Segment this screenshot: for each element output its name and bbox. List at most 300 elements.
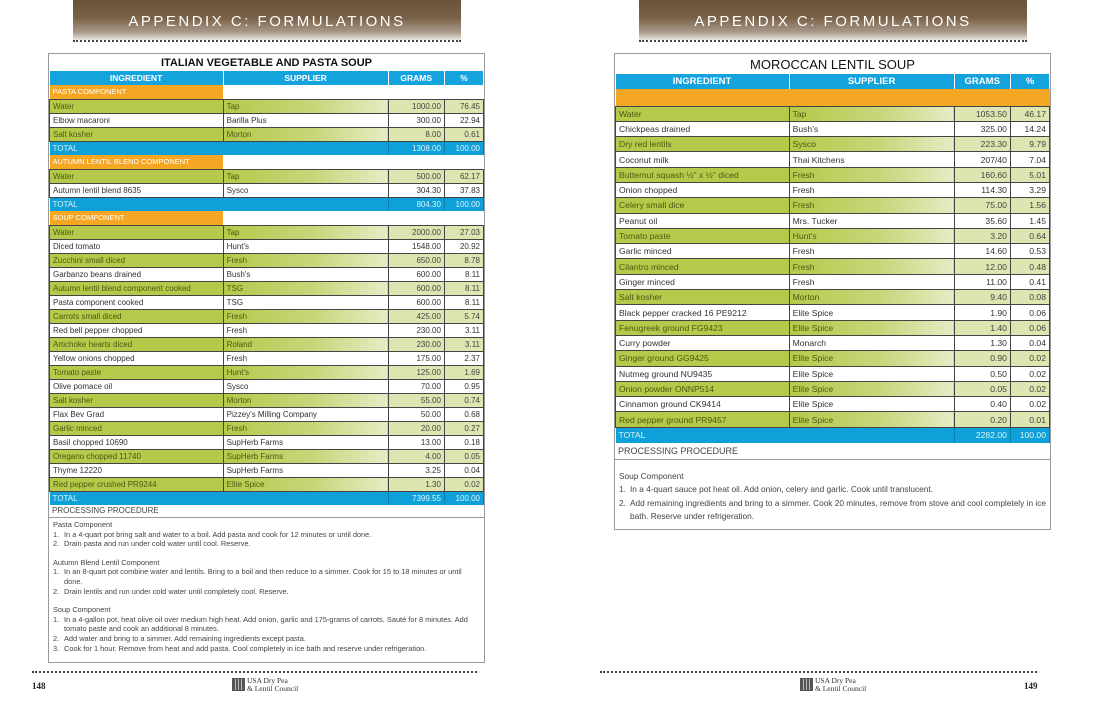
percent-cell: 0.48 (1010, 259, 1049, 274)
table-row (616, 152, 1050, 167)
table-row (616, 290, 1050, 305)
page-number: 149 (1024, 681, 1038, 691)
supplier-cell: Fresh (223, 323, 388, 337)
page-number: 148 (32, 681, 46, 691)
supplier-cell: SupHerb Farms (223, 449, 388, 463)
procedure-heading: Pasta Component (53, 520, 113, 529)
table-row (50, 309, 484, 323)
grams-cell: 8.00 (388, 127, 444, 141)
supplier-cell: Elite Spice (789, 381, 954, 396)
procedure-step (53, 634, 480, 644)
percent-cell: 0.61 (444, 127, 483, 141)
percent-cell: 0.02 (1010, 381, 1049, 396)
step-number: 1. (53, 567, 60, 577)
column-header-supplier: SUPPLIER (223, 71, 388, 85)
table-row (50, 463, 484, 477)
table-row (616, 228, 1050, 243)
supplier-cell: Sysco (789, 137, 954, 152)
step-text: In a 4-gallon pot, heat olive oil over medium high heat. Add onion, garlic and 175-grams of carrots. Sauté for 8 minutes. Add tomato paste and cook an additional 8 minutes. (64, 614, 468, 634)
table-row (50, 323, 484, 337)
supplier-cell: Morton (789, 290, 954, 305)
percent-cell: 0.53 (1010, 244, 1049, 259)
ingredient-cell: Onion chopped (616, 182, 790, 197)
total-percent: 100.00 (1010, 427, 1049, 442)
procedure-body (615, 460, 1050, 535)
section-blank (223, 85, 483, 99)
supplier-cell: Elite Spice (789, 397, 954, 412)
percent-cell: 0.01 (1010, 412, 1049, 427)
appendix-banner: APPENDIX C: FORMULATIONS (73, 0, 461, 40)
supplier-cell: Hunt's (223, 239, 388, 253)
supplier-cell: Fresh (789, 259, 954, 274)
table-row (50, 127, 484, 141)
grams-cell: 223.30 (954, 137, 1010, 152)
grams-cell: 300.00 (388, 113, 444, 127)
council-logo (232, 677, 298, 692)
percent-cell: 8.11 (444, 281, 483, 295)
table-row (50, 393, 484, 407)
procedure-step (53, 644, 480, 654)
procedure-heading: Soup Component (619, 470, 684, 481)
step-number: 1. (53, 529, 60, 539)
dotted-divider (639, 40, 1027, 43)
total-percent: 100.00 (444, 491, 483, 505)
supplier-cell: Hunt's (789, 228, 954, 243)
grams-cell: 1.30 (388, 477, 444, 491)
grams-cell: 160.60 (954, 167, 1010, 182)
percent-cell: 0.64 (1010, 228, 1049, 243)
grams-cell: 2000.00 (388, 225, 444, 239)
step-text: Drain pasta and run under cold water until cool. Reserve. (64, 539, 251, 549)
council-logo (800, 677, 866, 692)
total-grams: 804.30 (388, 197, 444, 211)
supplier-cell: Fresh (789, 167, 954, 182)
table-row (616, 106, 1050, 121)
table-row (616, 167, 1050, 182)
ingredient-cell: Artichoke hearts diced (50, 337, 224, 351)
section-row (50, 155, 484, 169)
procedure-step (53, 539, 480, 549)
total-label: TOTAL (50, 197, 389, 211)
percent-cell: 8.11 (444, 295, 483, 309)
table-row (50, 225, 484, 239)
table-row (50, 253, 484, 267)
supplier-cell: Tap (789, 106, 954, 121)
step-text: Add remaining ingredients and bring to a simmer. Cook 20 minutes, remove from stove and cool completely in ice bath. Reserve under refrigeration. (630, 497, 1046, 522)
procedure-section (53, 520, 480, 549)
grams-cell: 0.05 (954, 381, 1010, 396)
supplier-cell: Pizzey's Milling Company (223, 407, 388, 421)
supplier-cell: Tap (223, 169, 388, 183)
council-logo-icon (232, 678, 245, 691)
percent-cell: 5.74 (444, 309, 483, 323)
supplier-cell: TSG (223, 281, 388, 295)
column-header-ingredient: INGREDIENT (50, 71, 224, 85)
logo-line-1: USA Dry Pea (247, 676, 288, 685)
ingredient-cell: Oregano chopped 11740 (50, 449, 224, 463)
supplier-cell: Hunt's (223, 365, 388, 379)
table-row (616, 198, 1050, 213)
footer-divider (32, 671, 477, 674)
supplier-cell: Fresh (789, 244, 954, 259)
supplier-cell: Elite Spice (789, 366, 954, 381)
grams-cell: 13.00 (388, 435, 444, 449)
percent-cell: 8.78 (444, 253, 483, 267)
percent-cell: 37.83 (444, 183, 483, 197)
table-row (50, 407, 484, 421)
supplier-cell: Bush's (223, 267, 388, 281)
table-row (50, 99, 484, 113)
procedure-title: PROCESSING PROCEDURE (49, 505, 484, 518)
ingredient-cell: Salt kosher (50, 393, 224, 407)
procedure-section (53, 605, 480, 653)
section-row (50, 85, 484, 99)
table-row (50, 337, 484, 351)
table-header-row (616, 74, 1050, 89)
procedure-heading: Autumn Blend Lentil Component (53, 557, 160, 567)
grams-cell: 14.60 (954, 244, 1010, 259)
percent-cell: 0.18 (444, 435, 483, 449)
supplier-cell: Elite Spice (789, 320, 954, 335)
section-label: AUTUMN LENTIL BLEND COMPONENT (50, 155, 224, 169)
recipe-title: ITALIAN VEGETABLE AND PASTA SOUP (160, 57, 373, 69)
grams-cell: 0.50 (954, 366, 1010, 381)
ingredient-cell: Autumn lentil blend component cooked (50, 281, 224, 295)
step-text: In an 8-quart pot combine water and lentils. Bring to a boil and then reduce to a simmer. Cook for 15 to 18 minutes or until done. (64, 567, 462, 586)
total-row (616, 427, 1050, 442)
column-header-grams: GRAMS (954, 74, 1010, 89)
percent-cell: 0.05 (444, 449, 483, 463)
grams-cell: 4.00 (388, 449, 444, 463)
ingredient-cell: Celery small dice (616, 198, 790, 213)
recipe-card-moroccan (614, 53, 1051, 530)
table-row (50, 365, 484, 379)
supplier-cell: Fresh (223, 253, 388, 267)
grams-cell: 9.40 (954, 290, 1010, 305)
column-header-supplier: SUPPLIER (789, 74, 954, 89)
logo-line-1: USA Dry Pea (815, 676, 856, 685)
table-row (616, 320, 1050, 335)
supplier-cell: Elite Spice (223, 477, 388, 491)
logo-line-2: & Lentil Council (815, 683, 867, 693)
section-label: PASTA COMPONENT (50, 85, 224, 99)
grams-cell: 1000.00 (388, 99, 444, 113)
total-row (50, 141, 484, 155)
procedure-section (53, 558, 480, 596)
grams-cell: 50.00 (388, 407, 444, 421)
table-row (616, 259, 1050, 274)
supplier-cell: Fresh (789, 198, 954, 213)
supplier-cell: Thai Kitchens (789, 152, 954, 167)
table-row (50, 421, 484, 435)
grams-cell: 175.00 (388, 351, 444, 365)
section-label: SOUP COMPONENT (50, 211, 224, 225)
supplier-cell: Fresh (789, 274, 954, 289)
grams-cell: 500.00 (388, 169, 444, 183)
percent-cell: 1.56 (1010, 198, 1049, 213)
total-label: TOTAL (616, 427, 955, 442)
grams-cell: 207/40 (954, 152, 1010, 167)
total-label: TOTAL (50, 141, 389, 155)
total-percent: 100.00 (444, 197, 483, 211)
grams-cell: 11.00 (954, 274, 1010, 289)
recipe-card-italian (48, 53, 485, 663)
table-row (616, 335, 1050, 350)
total-label: TOTAL (50, 491, 389, 505)
ingredient-cell: Red bell pepper chopped (50, 323, 224, 337)
step-number: 2. (619, 497, 626, 508)
total-grams: 1308.00 (388, 141, 444, 155)
percent-cell: 22.94 (444, 113, 483, 127)
total-percent: 100.00 (444, 141, 483, 155)
supplier-cell: TSG (223, 295, 388, 309)
grams-cell: 55.00 (388, 393, 444, 407)
supplier-cell: Bush's (789, 121, 954, 136)
grams-cell: 0.90 (954, 351, 1010, 366)
supplier-cell: SupHerb Farms (223, 463, 388, 477)
ingredient-table (615, 74, 1050, 443)
grams-cell: 425.00 (388, 309, 444, 323)
table-row (50, 183, 484, 197)
percent-cell: 0.68 (444, 407, 483, 421)
percent-cell: 0.74 (444, 393, 483, 407)
table-row (616, 182, 1050, 197)
ingredient-cell: Water (616, 106, 790, 121)
ingredient-cell: Elbow macaroni (50, 113, 224, 127)
step-number: 1. (619, 484, 626, 495)
table-row (50, 113, 484, 127)
step-number: 2. (53, 586, 60, 596)
supplier-cell: Elite Spice (789, 305, 954, 320)
step-number: 2. (53, 633, 60, 643)
table-row (616, 137, 1050, 152)
table-row (616, 412, 1050, 427)
table-row (50, 281, 484, 295)
ingredient-cell: Olive pomace oil (50, 379, 224, 393)
grams-cell: 325.00 (954, 121, 1010, 136)
ingredient-cell: Flax Bev Grad (50, 407, 224, 421)
percent-cell: 76.45 (444, 99, 483, 113)
grams-cell: 230.00 (388, 323, 444, 337)
grams-cell: 1548.00 (388, 239, 444, 253)
table-row (50, 239, 484, 253)
ingredient-cell: Tomato paste (50, 365, 224, 379)
percent-cell: 3.11 (444, 337, 483, 351)
column-header-percent: % (1010, 74, 1049, 89)
table-header-row (50, 71, 484, 85)
total-grams: 2282.00 (954, 427, 1010, 442)
page-149 (550, 0, 1100, 711)
ingredient-cell: Thyme 12220 (50, 463, 224, 477)
supplier-cell: Elite Spice (789, 351, 954, 366)
procedure-step (53, 530, 480, 540)
supplier-cell: Elite Spice (789, 412, 954, 427)
step-text: Cook for 1 hour. Remove from heat and add pasta. Cool completely in ice bath and reserve under refrigeration. (64, 643, 427, 653)
supplier-cell: Barilla Plus (223, 113, 388, 127)
grams-cell: 1.90 (954, 305, 1010, 320)
percent-cell: 0.04 (1010, 335, 1049, 350)
footer-divider (600, 671, 1037, 674)
ingredient-cell: Ginger minced (616, 274, 790, 289)
ingredient-cell: Tomato paste (616, 228, 790, 243)
supplier-cell: Sysco (223, 379, 388, 393)
procedure-section (619, 470, 1046, 524)
ingredient-cell: Garlic minced (50, 421, 224, 435)
ingredient-cell: Garlic minced (616, 244, 790, 259)
grams-cell: 1.40 (954, 320, 1010, 335)
percent-cell: 0.41 (1010, 274, 1049, 289)
percent-cell: 0.02 (1010, 397, 1049, 412)
section-blank (223, 155, 483, 169)
dotted-divider (73, 40, 461, 43)
ingredient-cell: Zucchini small diced (50, 253, 224, 267)
table-row (616, 366, 1050, 381)
table-row (50, 351, 484, 365)
ingredient-cell: Chickpeas drained (616, 121, 790, 136)
procedure-title: PROCESSING PROCEDURE (615, 443, 1050, 460)
percent-cell: 3.11 (444, 323, 483, 337)
ingredient-cell: Onion powder ONNP514 (616, 381, 790, 396)
grams-cell: 600.00 (388, 267, 444, 281)
percent-cell: 3.29 (1010, 182, 1049, 197)
grams-cell: 75.00 (954, 198, 1010, 213)
table-row (616, 381, 1050, 396)
ingredient-cell: Water (50, 169, 224, 183)
ingredient-cell: Red pepper ground PR9457 (616, 412, 790, 427)
percent-cell: 0.08 (1010, 290, 1049, 305)
section-bar (616, 89, 1050, 106)
supplier-cell: Roland (223, 337, 388, 351)
procedure-heading: Soup Component (53, 605, 111, 615)
ingredient-table (49, 71, 484, 505)
ingredient-cell: Basil chopped 10690 (50, 435, 224, 449)
percent-cell: 27.03 (444, 225, 483, 239)
percent-cell: 8.11 (444, 267, 483, 281)
supplier-cell: Tap (223, 225, 388, 239)
ingredient-cell: Peanut oil (616, 213, 790, 228)
grams-cell: 304.30 (388, 183, 444, 197)
table-row (616, 244, 1050, 259)
ingredient-cell: Ginger ground GG9425 (616, 351, 790, 366)
table-row (50, 169, 484, 183)
total-row (50, 197, 484, 211)
ingredient-cell: Salt kosher (616, 290, 790, 305)
ingredient-cell: Red pepper crushed PR9244 (50, 477, 224, 491)
supplier-cell: Mrs. Tucker (789, 213, 954, 228)
step-text: In a 4-quart sauce pot heat oil. Add onion, celery and garlic. Cook until translucent. (630, 484, 934, 495)
step-text: Drain lentils and run under cold water until completely cool. Reserve. (64, 586, 289, 596)
supplier-cell: Monarch (789, 335, 954, 350)
ingredient-cell: Water (50, 225, 224, 239)
procedure-body (49, 518, 484, 664)
ingredient-cell: Pasta component cooked (50, 295, 224, 309)
ingredient-cell: Salt kosher (50, 127, 224, 141)
table-row (616, 305, 1050, 320)
table-row (50, 477, 484, 491)
grams-cell: 600.00 (388, 281, 444, 295)
grams-cell: 650.00 (388, 253, 444, 267)
ingredient-cell: Autumn lentil blend 8635 (50, 183, 224, 197)
procedure-step (619, 483, 1046, 497)
ingredient-cell: Water (50, 99, 224, 113)
procedure-step (619, 497, 1046, 524)
percent-cell: 5.01 (1010, 167, 1049, 182)
step-text: Add water and bring to a simmer. Add remaining ingredients except pasta. (64, 633, 306, 643)
percent-cell: 0.02 (1010, 351, 1049, 366)
table-row (50, 379, 484, 393)
section-blank (223, 211, 483, 225)
column-header-ingredient: INGREDIENT (616, 74, 790, 89)
ingredient-cell: Yellow onions chopped (50, 351, 224, 365)
ingredient-cell: Carrots small diced (50, 309, 224, 323)
grams-cell: 12.00 (954, 259, 1010, 274)
total-row (50, 491, 484, 505)
supplier-cell: Sysco (223, 183, 388, 197)
percent-cell: 0.06 (1010, 320, 1049, 335)
supplier-cell: Morton (223, 127, 388, 141)
table-row (616, 213, 1050, 228)
supplier-cell: Tap (223, 99, 388, 113)
supplier-cell: Morton (223, 393, 388, 407)
ingredient-cell: Dry red lentils (616, 137, 790, 152)
ingredient-cell: Garbanzo beans drained (50, 267, 224, 281)
table-row (616, 274, 1050, 289)
percent-cell: 0.04 (444, 463, 483, 477)
appendix-banner: APPENDIX C: FORMULATIONS (639, 0, 1027, 40)
table-row (50, 295, 484, 309)
logo-line-2: & Lentil Council (247, 683, 299, 693)
grams-cell: 70.00 (388, 379, 444, 393)
recipe-title: MOROCCAN LENTIL SOUP (750, 57, 915, 72)
table-row (50, 435, 484, 449)
grams-cell: 20.00 (388, 421, 444, 435)
grams-cell: 114.30 (954, 182, 1010, 197)
grams-cell: 0.40 (954, 397, 1010, 412)
percent-cell: 14.24 (1010, 121, 1049, 136)
step-text: In a 4-quart pot bring salt and water to a boil. Add pasta and cook for 12 minutes or until done. (64, 529, 372, 539)
ingredient-cell: Cilantro minced (616, 259, 790, 274)
grams-cell: 125.00 (388, 365, 444, 379)
percent-cell: 62.17 (444, 169, 483, 183)
ingredient-cell: Coconut milk (616, 152, 790, 167)
step-number: 3. (53, 643, 60, 653)
grams-cell: 3.25 (388, 463, 444, 477)
percent-cell: 46.17 (1010, 106, 1049, 121)
percent-cell: 0.06 (1010, 305, 1049, 320)
percent-cell: 0.95 (444, 379, 483, 393)
column-header-grams: GRAMS (388, 71, 444, 85)
ingredient-cell: Diced tomato (50, 239, 224, 253)
grams-cell: 1053.50 (954, 106, 1010, 121)
table-row (50, 449, 484, 463)
ingredient-cell: Curry powder (616, 335, 790, 350)
supplier-cell: SupHerb Farms (223, 435, 388, 449)
procedure-step (53, 615, 480, 634)
table-row (616, 351, 1050, 366)
grams-cell: 0.20 (954, 412, 1010, 427)
ingredient-cell: Black pepper cracked 16 PE9212 (616, 305, 790, 320)
section-row (50, 211, 484, 225)
procedure-step (53, 587, 480, 597)
procedure-step (53, 567, 480, 586)
ingredient-cell: Fenugreek ground FG9423 (616, 320, 790, 335)
grams-cell: 1.30 (954, 335, 1010, 350)
council-logo-icon (800, 678, 813, 691)
supplier-cell: Fresh (789, 182, 954, 197)
table-row (616, 121, 1050, 136)
ingredient-cell: Cinnamon ground CK9414 (616, 397, 790, 412)
column-header-percent: % (444, 71, 483, 85)
